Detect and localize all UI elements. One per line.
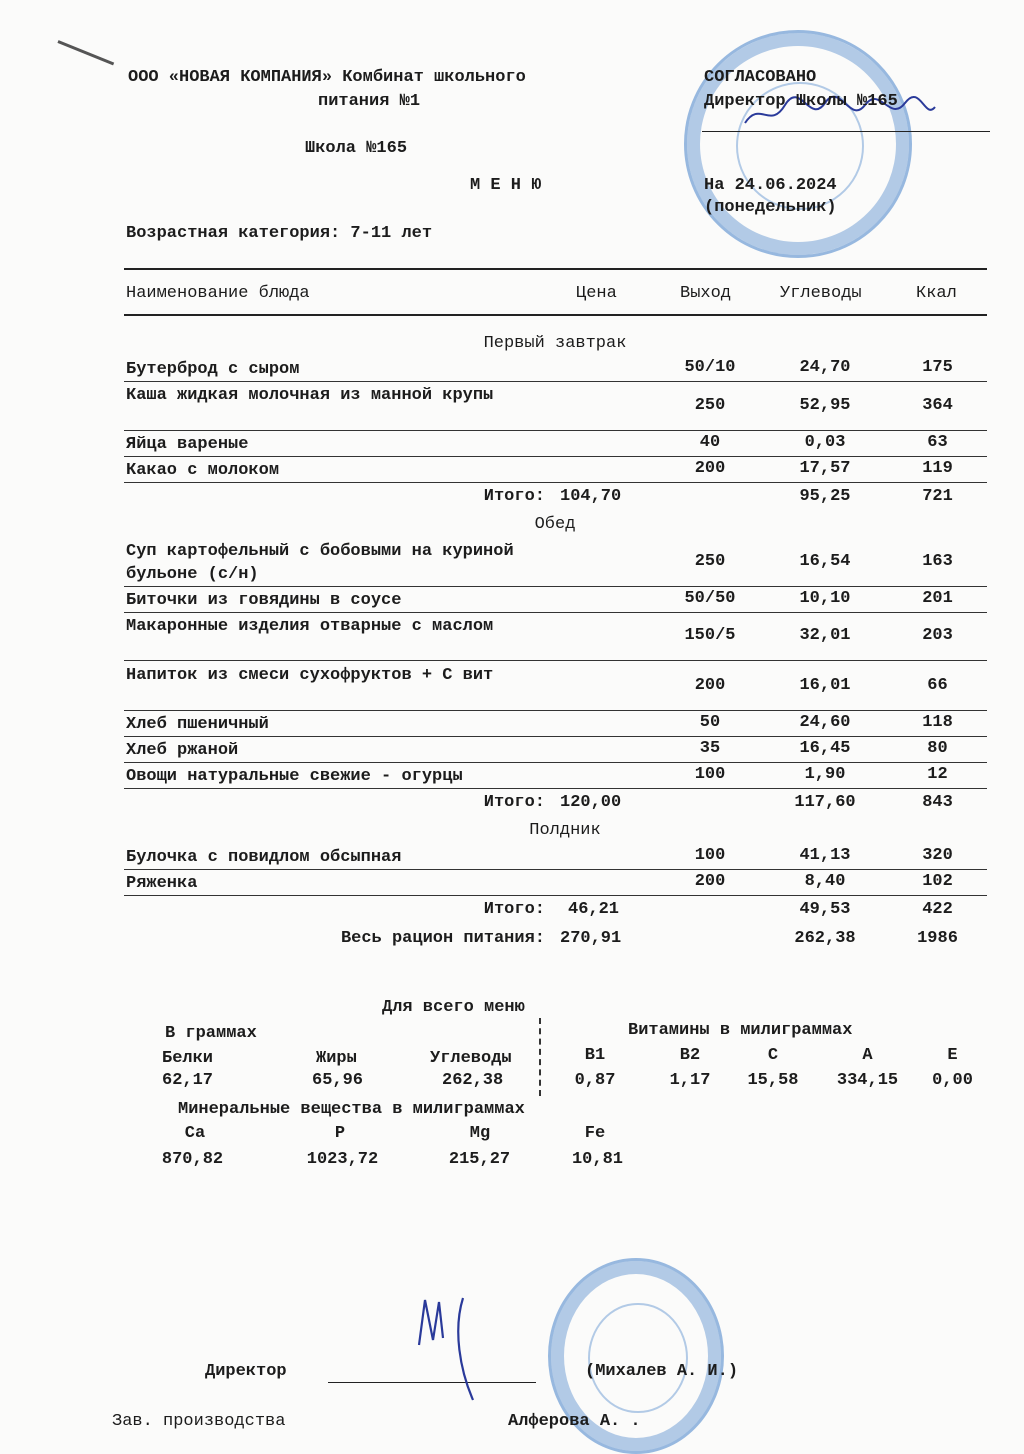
- dish-kcal: 364: [922, 396, 953, 415]
- vitamin-value: 1,17: [669, 1071, 711, 1090]
- nutrient-label: Жиры: [316, 1049, 357, 1068]
- dish-name: Хлеб ржаной: [126, 741, 239, 760]
- org-name-line1: ООО «НОВАЯ КОМПАНИЯ» Комбинат школьного: [128, 68, 526, 87]
- dish-kcal: 119: [922, 459, 953, 478]
- dish-name: Хлеб пшеничный: [126, 715, 269, 734]
- table-top-rule: [124, 268, 987, 270]
- dish-carbs: 24,70: [799, 358, 851, 377]
- row-rule: [124, 660, 987, 661]
- total-kcal: 721: [922, 487, 953, 506]
- dish-kcal: 118: [922, 713, 953, 732]
- vitamin-value: 0,00: [932, 1071, 973, 1090]
- total-label: Итого:: [483, 487, 545, 506]
- dish-output: 35: [699, 739, 721, 758]
- approval-position: Директор Школы №165: [704, 92, 898, 111]
- grand-total-kcal: 1986: [917, 929, 958, 948]
- age-category: Возрастная категория: 7-11 лет: [126, 224, 433, 243]
- dish-name: Яйца вареные: [126, 435, 249, 454]
- total-kcal: 422: [922, 900, 953, 919]
- dish-carbs: 10,10: [799, 589, 851, 608]
- mineral-value: 10,81: [571, 1150, 623, 1169]
- row-rule: [124, 586, 987, 587]
- dish-name: Овощи натуральные свежие - огурцы: [126, 767, 463, 786]
- grams-title: В граммах: [165, 1024, 257, 1043]
- col-header-name: Наименование блюда: [126, 284, 310, 303]
- dish-output: 40: [699, 433, 721, 452]
- dish-kcal: 12: [927, 765, 948, 784]
- nutrient-label: Белки: [162, 1049, 214, 1068]
- dish-carbs: 32,01: [799, 626, 851, 645]
- dish-carbs: 16,01: [799, 676, 851, 695]
- total-carbs: 117,60: [794, 793, 856, 812]
- mineral-value: 1023,72: [306, 1150, 379, 1169]
- dish-name: Каша жидкая молочная из манной крупы: [126, 386, 494, 405]
- dish-carbs: 17,57: [799, 459, 851, 478]
- menu-date: На 24.06.2024: [704, 176, 837, 195]
- approval-label: СОГЛАСОВАНО: [704, 68, 817, 87]
- director-name: (Михалев А. И.): [585, 1362, 739, 1381]
- nutrition-title: Для всего меню: [382, 998, 525, 1017]
- dish-name: Ряженка: [126, 874, 198, 893]
- grand-total-price: 270,91: [560, 929, 622, 948]
- section-title: Обед: [534, 515, 576, 534]
- row-rule: [124, 612, 987, 613]
- dish-name: Суп картофельный с бобовыми на куриной бульоне (с/н): [126, 542, 514, 584]
- dish-name: Биточки из говядины в соусе: [126, 591, 402, 610]
- row-rule: [124, 736, 987, 737]
- col-header-carbs: Углеводы: [780, 284, 862, 303]
- vitamin-label: B2: [679, 1046, 701, 1065]
- dish-kcal: 320: [922, 846, 953, 865]
- divider-dashed: [539, 1018, 541, 1096]
- dish-kcal: 80: [927, 739, 948, 758]
- mineral-value: 870,82: [161, 1150, 224, 1169]
- nutrient-value: 262,38: [442, 1071, 504, 1090]
- vitamin-label: B1: [584, 1046, 606, 1065]
- vitamin-label: A: [862, 1046, 873, 1065]
- director-signature: [405, 1290, 485, 1410]
- minerals-title: Минеральные вещества в милиграммах: [178, 1100, 525, 1119]
- dish-kcal: 203: [922, 626, 953, 645]
- row-rule: [124, 430, 987, 431]
- dish-output: 250: [694, 552, 726, 571]
- mineral-label: P: [334, 1124, 346, 1143]
- approval-signature-line: [702, 131, 990, 132]
- vitamins-title: Витамины в милиграммах: [628, 1021, 853, 1040]
- dish-carbs: 41,13: [799, 846, 851, 865]
- dish-carbs: 52,95: [799, 396, 851, 415]
- director-label: Директор: [205, 1362, 287, 1381]
- total-label: Итого:: [483, 793, 545, 812]
- scan-mark: [57, 40, 114, 65]
- nutrient-label: Углеводы: [430, 1049, 512, 1068]
- vitamin-value: 0,87: [574, 1071, 616, 1090]
- mineral-label: Fe: [584, 1124, 606, 1143]
- dish-name: Булочка с повидлом обсыпная: [126, 848, 402, 867]
- dish-output: 50/50: [684, 589, 736, 608]
- dish-output: 50/10: [684, 358, 736, 377]
- production-name: Алферова А. .: [508, 1412, 641, 1431]
- dish-kcal: 201: [922, 589, 953, 608]
- total-kcal: 843: [922, 793, 953, 812]
- col-header-price: Цена: [576, 284, 617, 303]
- dish-carbs: 16,45: [799, 739, 851, 758]
- dish-name: Какао с молоком: [126, 461, 280, 480]
- dish-kcal: 175: [922, 358, 953, 377]
- total-price: 104,70: [560, 487, 622, 506]
- mineral-label: Mg: [469, 1124, 491, 1143]
- vitamin-value: 334,15: [836, 1071, 899, 1090]
- section-title: Полдник: [529, 821, 601, 840]
- row-rule: [124, 895, 987, 896]
- nutrient-value: 62,17: [162, 1071, 214, 1090]
- row-rule: [124, 869, 987, 870]
- nutrient-value: 65,96: [312, 1071, 364, 1090]
- col-header-output: Выход: [680, 284, 732, 303]
- vitamin-label: E: [947, 1046, 958, 1065]
- dish-output: 50: [699, 713, 721, 732]
- row-rule: [124, 456, 987, 457]
- section-title: Первый завтрак: [483, 334, 627, 353]
- mineral-value: 215,27: [448, 1150, 511, 1169]
- school-stamp: [684, 30, 912, 258]
- dish-output: 200: [694, 872, 726, 891]
- dish-output: 250: [694, 396, 726, 415]
- total-price: 120,00: [560, 793, 622, 812]
- dish-carbs: 0,03: [804, 433, 846, 452]
- dish-carbs: 1,90: [804, 765, 846, 784]
- dish-kcal: 66: [927, 676, 948, 695]
- dish-kcal: 163: [922, 552, 953, 571]
- page-title: М Е Н Ю: [470, 176, 542, 195]
- vitamin-label: C: [767, 1046, 779, 1065]
- dish-carbs: 24,60: [799, 713, 851, 732]
- dish-output: 200: [694, 676, 726, 695]
- vitamin-value: 15,58: [747, 1071, 799, 1090]
- col-header-kcal: Ккал: [916, 284, 957, 303]
- total-price: 46,21: [568, 900, 620, 919]
- dish-output: 150/5: [684, 626, 736, 645]
- total-label: Итого:: [483, 900, 545, 919]
- dish-name: Бутерброд с сыром: [126, 360, 300, 379]
- dish-output: 100: [694, 846, 726, 865]
- row-rule: [124, 381, 987, 382]
- dish-carbs: 16,54: [799, 552, 851, 571]
- dish-carbs: 8,40: [804, 872, 846, 891]
- row-rule: [124, 788, 987, 789]
- dish-name: Макаронные изделия отварные с маслом: [126, 617, 494, 636]
- dish-kcal: 102: [922, 872, 953, 891]
- row-rule: [124, 482, 987, 483]
- dish-output: 100: [694, 765, 726, 784]
- table-header-rule: [124, 314, 987, 316]
- menu-weekday: (понедельник): [704, 198, 837, 217]
- row-rule: [124, 710, 987, 711]
- dish-output: 200: [694, 459, 726, 478]
- dish-name: Напиток из смеси сухофруктов + С вит: [126, 666, 494, 685]
- grand-total-label: Весь рацион питания:: [340, 929, 545, 948]
- grand-total-carbs: 262,38: [794, 929, 856, 948]
- dish-kcal: 63: [927, 433, 948, 452]
- row-rule: [124, 762, 987, 763]
- total-carbs: 95,25: [799, 487, 851, 506]
- school-name: Школа №165: [305, 139, 408, 158]
- production-label: Зав. производства: [112, 1412, 286, 1431]
- org-name-line2: питания №1: [318, 92, 421, 111]
- total-carbs: 49,53: [799, 900, 851, 919]
- mineral-label: Ca: [184, 1124, 206, 1143]
